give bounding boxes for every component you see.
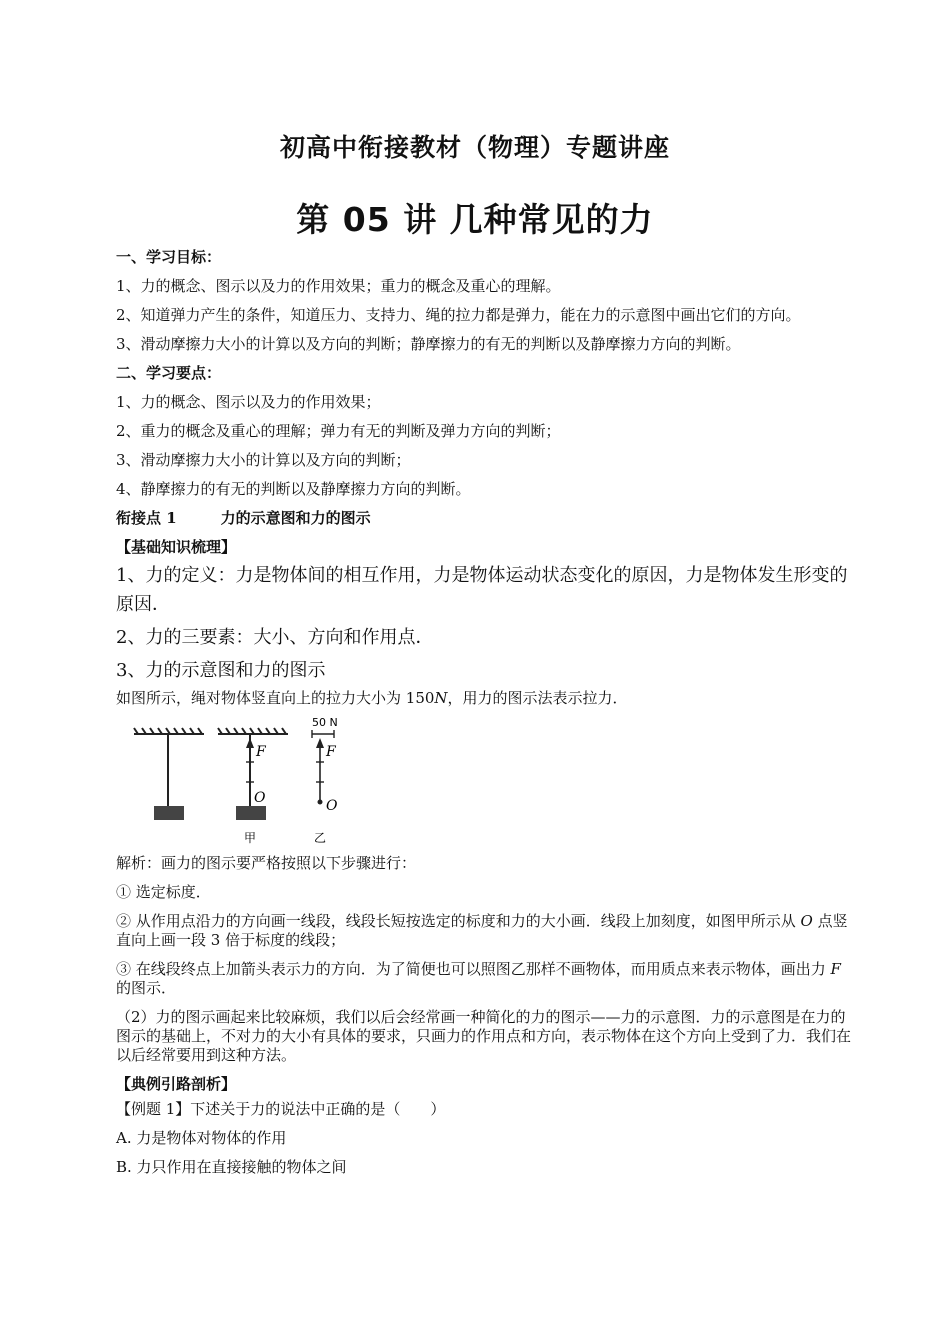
key-point-item: 2、重力的概念及重心的理解；弹力有无的判断及弹力方向的判断； [116, 422, 561, 440]
arrow-head-icon [316, 738, 324, 748]
example-option: A. 力是物体对物体的作用 [116, 1129, 287, 1147]
goal-item: 3、滑动摩擦力大小的计算以及方向的判断；静摩擦力的有无的判断以及静摩擦力方向的判断。 [116, 335, 741, 353]
three-elements-paragraph: 2、力的三要素：大小、方向和作用点． [116, 627, 434, 648]
step-3: ③ 在线段终点上加箭头表示力的方向．为了简便也可以照图乙那样不画物体，而用质点来表示物体，画出力 F 的图示． [116, 960, 841, 997]
document-body [116, 248, 856, 1187]
scale-label: 50 N [312, 716, 338, 729]
caption-right: 乙 [314, 831, 327, 845]
series-title: 初高中衔接教材（物理）专题讲座 [279, 133, 670, 162]
goal-item: 2、知道弹力产生的条件，知道压力、支持力、绳的拉力都是弹力，能在力的示意图中画出它们的方向。 [116, 306, 801, 324]
caption-left: 甲 [244, 831, 257, 845]
hanging-block [236, 806, 266, 820]
analysis-line: 解析：画力的图示要严格按照以下步骤进行： [116, 854, 417, 872]
examples-heading: 【典例引路剖析】 [116, 1075, 237, 1093]
basics-heading: 【基础知识梳理】 [116, 538, 237, 556]
key-point-item: 3、滑动摩擦力大小的计算以及方向的判断； [116, 451, 411, 469]
definition-paragraph: 1、力的定义：力是物体间的相互作用，力是物体运动状态变化的原因，力是物体发生形变的原因． [116, 565, 848, 615]
key-point-item: 1、力的概念、图示以及力的作用效果； [116, 393, 381, 411]
intro-paragraph: 如图所示，绳对物体竖直向上的拉力大小为 150N，用力的图示法表示拉力． [116, 689, 628, 707]
lecture-title: 第 05 讲 几种常见的力 [296, 200, 654, 239]
step-1: ① 选定标度． [116, 883, 211, 901]
goal-item: 1、力的概念、图示以及力的作用效果；重力的概念及重心的理解。 [116, 277, 561, 295]
key-point-item: 4、静摩擦力的有无的判断以及静摩擦力方向的判断。 [116, 480, 471, 498]
point-label: O [326, 798, 338, 814]
step-2: ② 从作用点沿力的方向画一线段，线段长短按选定的标度和力的大小画．线段上加刻度，如图甲所示从 O 点竖直向上画一段 3 倍于标度的线段； [116, 912, 848, 949]
force-label: F [256, 744, 266, 760]
note-paragraph: （2）力的图示画起来比较麻烦，我们以后会经常画一种简化的力的图示——力的示意图．力的示意图是在力的图示的基础上，不对力的大小有具体的要求，只画力的作用点和方向，表示物体在这个方向上受到了力．我们在以后经常要用到这种方法。 [116, 1008, 852, 1064]
example-option: B. 力只作用在直接接触的物体之间 [116, 1158, 347, 1176]
diagram-heading: 3、力的示意图和力的图示 [116, 660, 326, 681]
example-question: 【例题 1】下述关于力的说法中正确的是（ ） [116, 1100, 446, 1118]
force-label: F [326, 744, 336, 760]
goals-heading: 一、学习目标： [116, 248, 222, 266]
force-diagram-figure [126, 712, 386, 848]
force-diagram [126, 712, 386, 848]
section-number: 衔接点 1 [116, 509, 177, 527]
point-label: O [254, 790, 266, 806]
key-points-heading: 二、学习要点： [116, 364, 222, 382]
hanging-block [154, 806, 184, 820]
section-heading [116, 509, 856, 528]
section-title: 力的示意图和力的图示 [220, 509, 371, 527]
arrow-head-icon [246, 738, 254, 748]
